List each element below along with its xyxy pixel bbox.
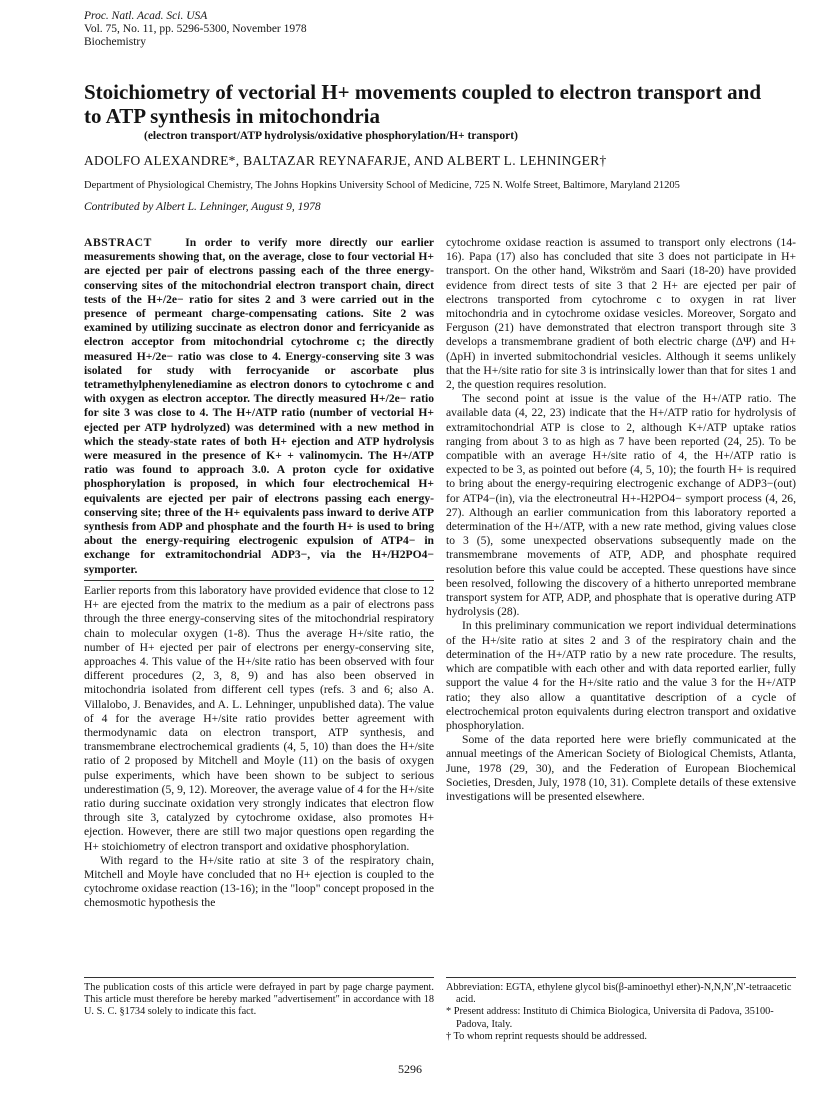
- authors: ADOLFO ALEXANDRE*, BALTAZAR REYNAFARJE, AND ALBERT L. LEHNINGER†: [84, 153, 607, 168]
- body-paragraph: cytochrome oxidase reaction is assumed to transport only electrons (14-16). Papa (17) also has concluded that site 3 does not participate in H+ transport. On the other hand, Wikström and Saari (18-20) have provided evidence from direct tests of site 3 that 2 H+ are ejected per pair of electrons transported from cytochrome c to oxygen in rat liver mitochondria and in cytochrome oxidase vesicles. Moreover, Sorgato and Ferguson (21) have demonstrated that electron transport through site 3 develops a transmembrane gradient of both electric charge (ΔΨ) and H+ (ΔpH) in inverted submitochondrial vesicles. Although it seems unlikely that the H+/site ratio for site 3 is intrinsically lower than that for sites 1 and 2, the question requires resolution.: [446, 236, 796, 392]
- abbreviation-footnote: Abbreviation: EGTA, ethylene glycol bis(β-aminoethyl ether)-N,N,N′,N′-tetraacetic acid.: [446, 982, 792, 1006]
- contributed-by: Contributed by Albert L. Lehninger, August 9, 1978: [84, 201, 321, 213]
- body-paragraph: The second point at issue is the value of the H+/ATP ratio. The available data (4, 22, 23) indicate that the H+/ATP ratio for hydrolysis of extramitochondrial ATP is close to 2, although K+/ATP uptake ratios ranging from about 3 to as high as 7 have been reported (24, 25). To be compatible with an average H+/site ratio of 4, the H+/ATP ratio is expected to be 3, as pointed out before (4, 5, 10); the fourth H+ is required to bring about the energy-requiring electrogenic exchange of ADP3−(out) for ATP4−(in), via the electroneutral H+-H2PO4− symport process (4, 26, 27). Although an earlier communication from this laboratory reported a determination of the H+/ATP, with a new rate method, giving values close to 3 (5), some unexpected observations subsequently made on the transmembrane movements of ATP, ADP, and phosphate required resolution before this value could be accepted. These questions have since been resolved, following the discovery of a hitherto unreported membrane transport system for ATP, ADP, and phosphate that is operative during ATP hydrolysis (28).: [446, 392, 796, 619]
- footnotes-right: [446, 977, 796, 1043]
- journal-header: [84, 10, 307, 49]
- section-label: Biochemistry: [84, 36, 146, 48]
- reprint-footnote: † To whom reprint requests should be addressed.: [446, 1030, 647, 1042]
- volume-line: Vol. 75, No. 11, pp. 5296-5300, November 1978: [84, 23, 307, 35]
- journal-name: Proc. Natl. Acad. Sci. USA: [84, 10, 208, 22]
- page-number: 5296: [398, 1062, 422, 1076]
- present-address-footnote: * Present address: Instituto di Chimica Biologica, Universita di Padova, 35100-Padova, Italy.: [446, 1006, 774, 1030]
- abstract-text: In order to verify more directly our earlier measurements showing that, on the average, close to four vectorial H+ are ejected per pair of electrons passing each of the three energy-conserving sites of the mitochondrial electron transport chain, direct tests of the H+/2e− ratio for sites 2 and 3 were carried out in the presence of permeant charge-compensating cations. Site 2 was examined by utilizing succinate as electron donor and ferricyanide as electron acceptor from mitochondrial cytochrome c; the directly measured H+/2e− ratio was close to 4. Energy-conserving site 3 was isolated for study with ferrocyanide or ascorbate plus tetramethylphenylenediamine as electron donors to cytochrome c and with oxygen as electron acceptor. The directly measured H+/2e− ratio for site 3 was close to 4. The H+/ATP ratio (number of vectorial H+ ejected per ATP hydrolyzed) was determined with a new method in which the steady-state rates of both H+ ejection and ATP hydrolysis were measured in the presence of K+ + valinomycin. The H+/ATP ratio was found to approach 3.0. A proton cycle for oxidative phosphorylation is proposed, in which four electrochemical H+ equivalents are ejected per pair of electrons passing each energy-conserving site; three of the H+ equivalents pass inward to derive ATP synthesis from ADP and phosphate and the fourth H+ is used to bring about the energy-requiring electrogenic expulsion of ATP4− in exchange for extramitochondrial ADP3−, via the H+/H2PO4− symporter.: [84, 236, 434, 576]
- abstract: [84, 236, 434, 581]
- publication-cost-notice: The publication costs of this article were defrayed in part by page charge payment. This article must therefore be hereby marked "advertisement" in accordance with 18 U. S. C. §1734 solely to indicate this fact.: [84, 982, 434, 1018]
- body-left-column: [84, 584, 434, 911]
- body-paragraph: With regard to the H+/site ratio at site 3 of the respiratory chain, Mitchell and Moyle have concluded that no H+ ejection is coupled to the cytochrome oxidase reaction (13-16); in the "loop" concept proposed in the chemosmotic hypothesis the: [84, 853, 434, 910]
- abstract-label: ABSTRACT: [84, 236, 152, 249]
- footnote-left: [84, 977, 434, 1019]
- article-title: Stoichiometry of vectorial H+ movements coupled to electron transport and to ATP synthesis in mitochondria: [84, 80, 762, 128]
- body-paragraph: Earlier reports from this laboratory have provided evidence that close to 12 H+ are ejected from the matrix to the medium as a pair of electrons pass through the three energy-conserving sites of the mitochondrial respiratory chain to molecular oxygen (1-8). Thus the average H+/site ratio, the number of H+ ejected per pair of electrons per energy-conserving site, approaches 4. This value of the H+/site ratio has been observed with four different procedures (2, 3, 8, 9) and has also been observed in mitochondria isolated from different cell types (refs. 3 and 6; also A. Villalobo, J. Benavides, and A. L. Lehninger, unpublished data). The value of 4 for the average H+/site ratio provides better agreement with thermodynamic data on electron transport, ATP synthesis, and transmembrane electrochemical gradients (4, 5, 10) than does the H+/site ratio of 2 proposed by Mitchell and Moyle (11) on the basis of oxygen pulse experiments, which have been shown to be subject to serious underestimation (5, 9, 12). Moreover, the average value of 4 for the H+/site ratio during succinate oxidation very strongly indicates that electron flow through site 3, catalyzed by cytochrome oxidase, also promotes H+ ejection. However, there are still two major questions open regarding the H+ stoichiometry of electron transport and oxidative phosphorylation.: [84, 584, 434, 853]
- body-paragraph: Some of the data reported here were briefly communicated at the annual meetings of the American Society of Biological Chemists, Atlanta, June, 1978 (29, 30), and the Federation of European Biochemical Societies, Dresden, July, 1978 (10, 31). Complete details of these extensive investigations will be presented elsewhere.: [446, 733, 796, 803]
- keywords: (electron transport/ATP hydrolysis/oxidative phosphorylation/H+ transport): [144, 130, 518, 142]
- body-right-column: [446, 236, 796, 804]
- affiliation: Department of Physiological Chemistry, The Johns Hopkins University School of Medicine, 725 N. Wolfe Street, Baltimore, Maryland 21205: [84, 180, 680, 191]
- body-paragraph: In this preliminary communication we report individual determinations of the H+/site ratio at sites 2 and 3 of the respiratory chain and the determination of the H+/ATP ratio by a new rate procedure. The results, which are compatible with each other and with data reported earlier, fully support the value 4 for the H+/site ratio and the value 3 for the H+/ATP ratio; they also allow a quantitative description of a cycle of electrochemical proton equivalents during electron transport and oxidative phosphorylation.: [446, 619, 796, 732]
